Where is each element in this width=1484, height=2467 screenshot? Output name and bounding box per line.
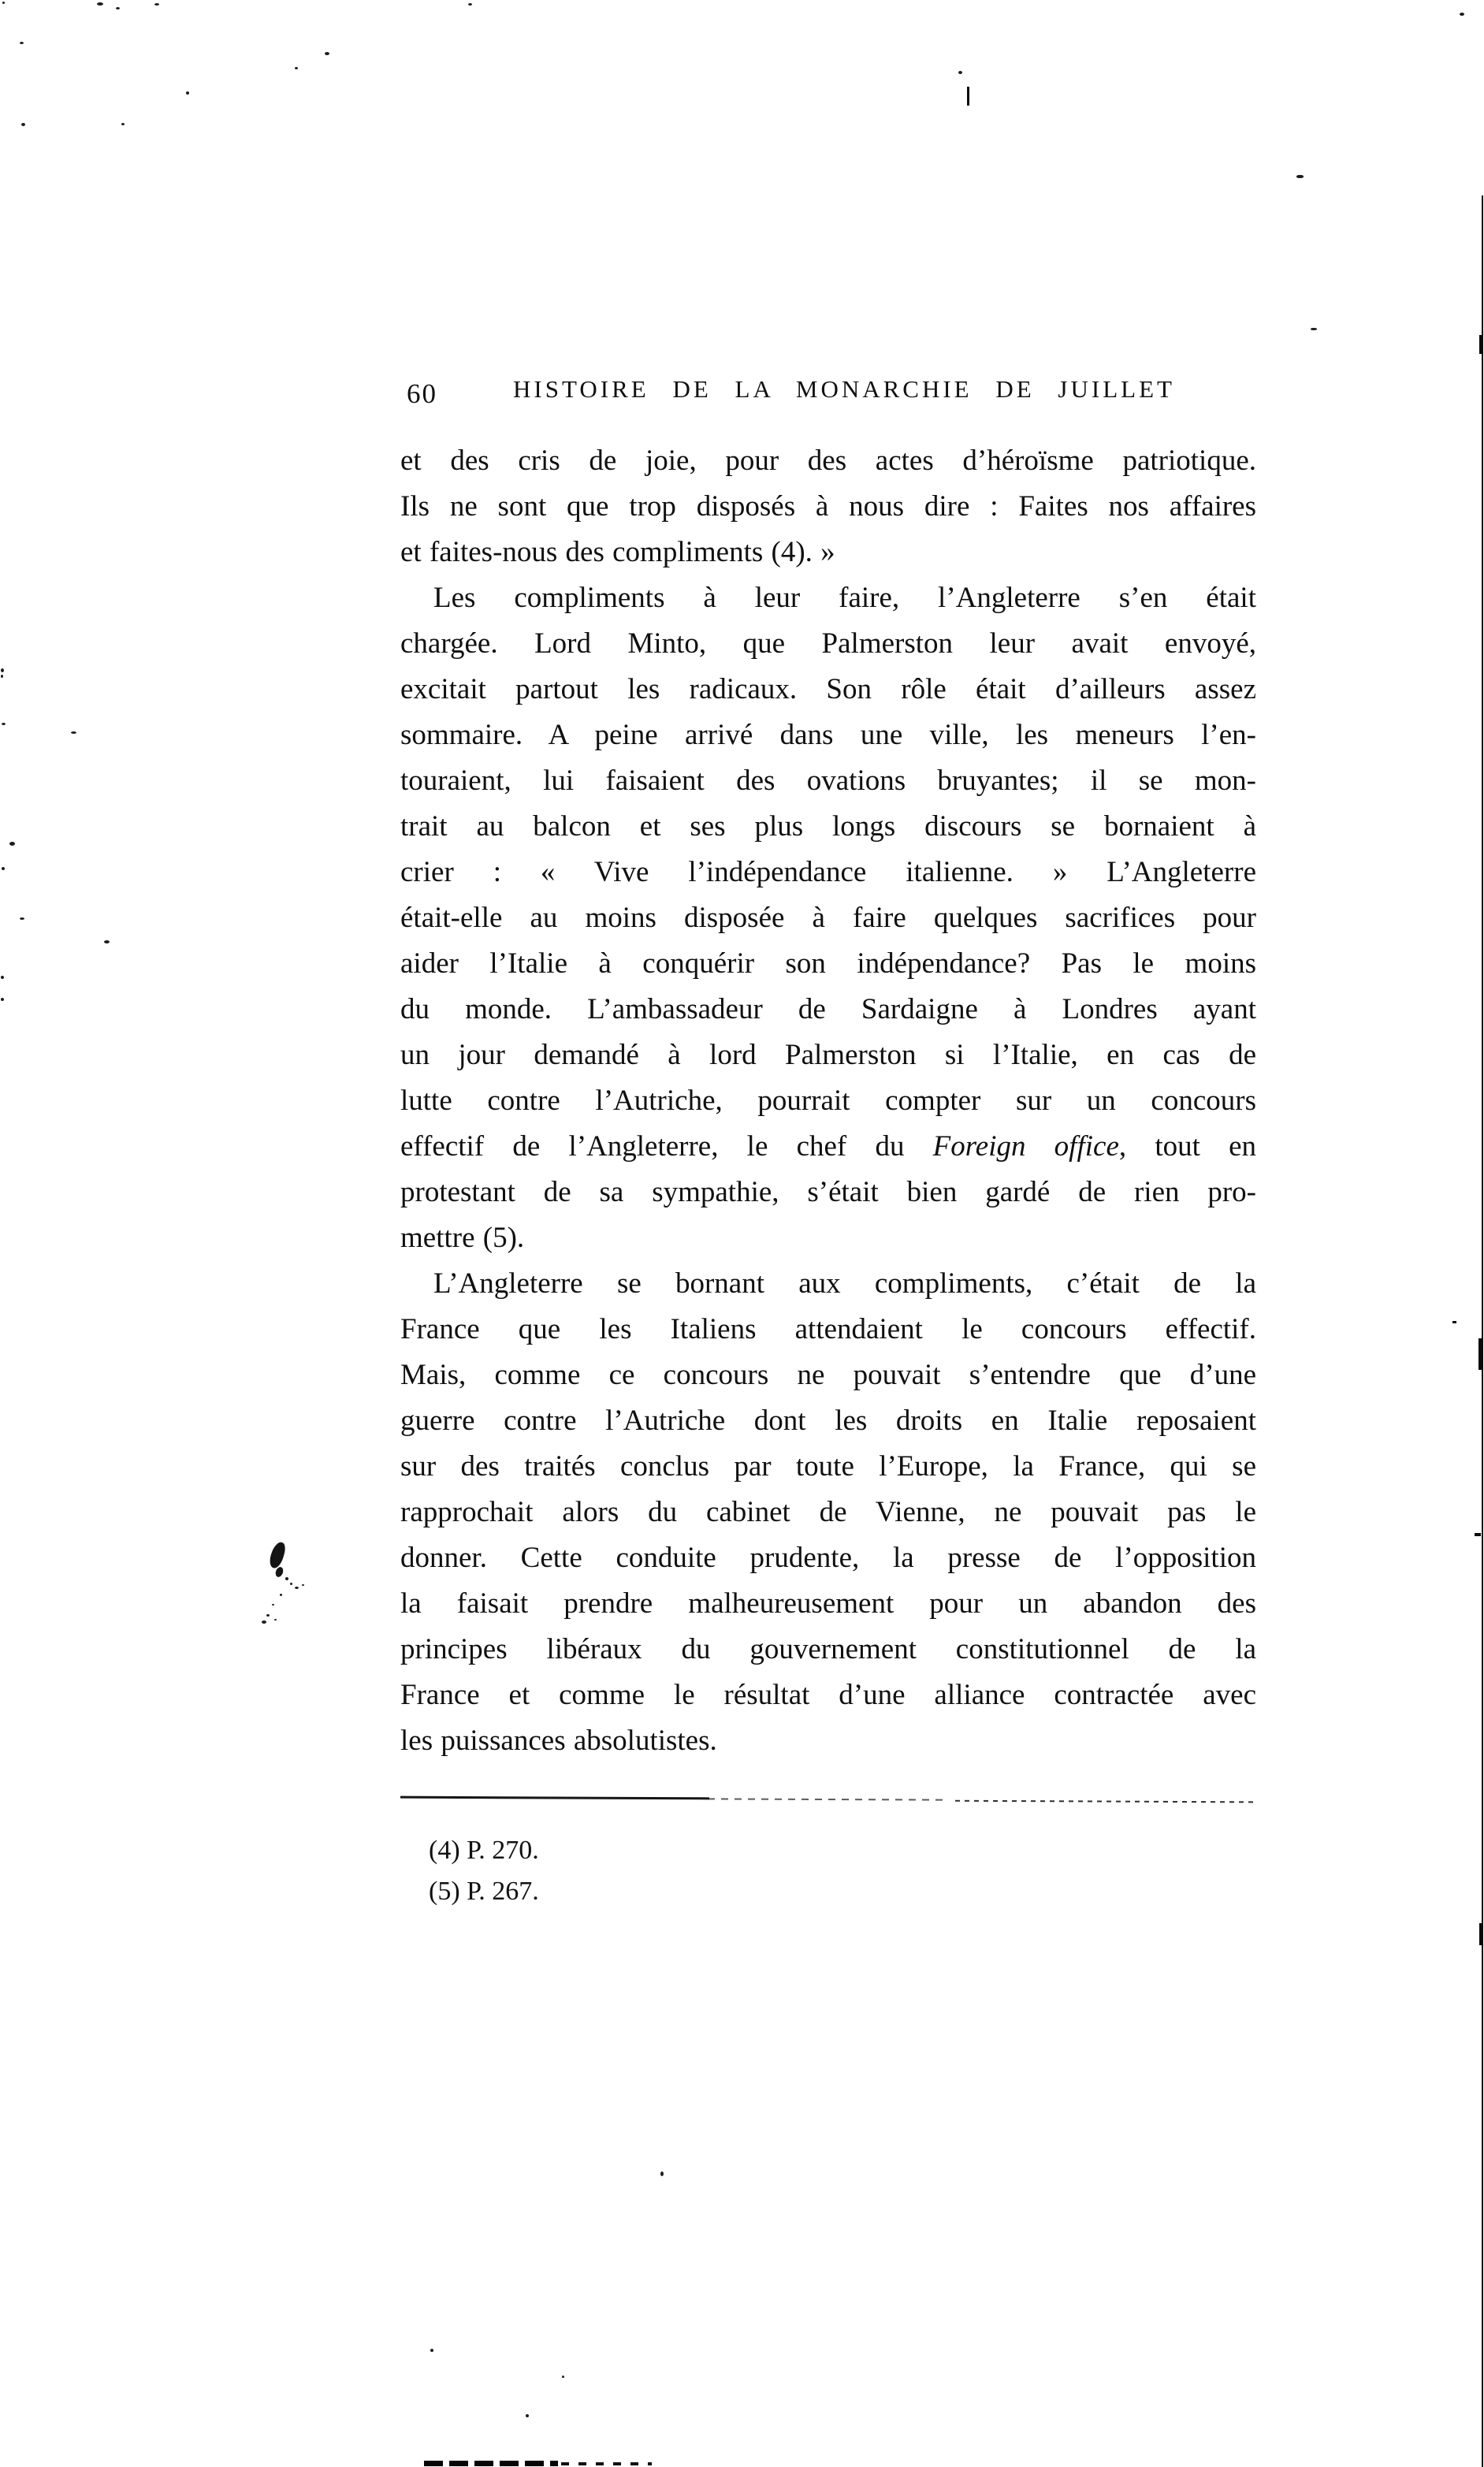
text-line: France et comme le résultat d’une alliance contractée avec [400,1679,1256,1711]
scan-edge-blip [1479,1923,1483,1945]
page-number: 60 [407,378,437,409]
footnote: (4) P. 270. [429,1836,539,1865]
text-line: excitait partout les radicaux. Son rôle était d’ailleurs assez [400,673,1256,705]
text-line: guerre contre l’Autriche dont les droits en Italie reposaient [400,1405,1256,1437]
text-line: crier : « Vive l’indépendance italienne. » L’Angleterre [400,856,1256,888]
text-line: trait au balcon et ses plus longs discours se bornaient à [400,810,1256,843]
text-line: principes libéraux du gouvernement constitutionnel de la [400,1633,1256,1665]
separator-segment [708,1798,944,1800]
text-line: mettre (5). [400,1222,525,1254]
scan-speck [1452,1321,1456,1323]
page-header [400,375,1256,411]
text-line: France que les Italiens attendaient le concours effectif. [400,1313,1256,1345]
text-line: et des cris de joie, pour des actes d’héroïsme patriotique. [400,445,1256,477]
text-line: Mais, comme ce concours ne pouvait s’entendre que d’une [400,1359,1256,1391]
text-line: Ils ne sont que trop disposés à nous dire : Faites nos affaires [400,490,1256,523]
scan-edge-line [1482,195,1483,2467]
text-line: les puissances absolutistes. [400,1725,717,1757]
scan-edge-blip [1475,1533,1481,1536]
scan-tick-mark [967,87,969,106]
footnotes-list [429,1830,539,1912]
scan-edge-blip [1479,335,1483,354]
page-bottom-edge [561,2462,652,2465]
text-line: Les compliments à leur faire, l’Angleterre s’en était [433,582,1256,614]
running-title: HISTOIRE DE LA MONARCHIE DE JUILLET [513,375,1175,403]
text-line: et faites-nous des compliments (4). » [400,536,835,568]
text-line: sur des traités conclus par toute l’Europe, la France, qui se [400,1450,1256,1483]
text-line: la faisait prendre malheureusement pour un abandon des [400,1587,1256,1620]
text-line: chargée. Lord Minto, que Palmerston leur avait envoyé, [400,627,1256,660]
separator-segment [400,1796,709,1800]
scan-edge-blip [1478,1338,1482,1370]
text-line: touraient, lui faisaient des ovations bruyantes; il se mon- [400,765,1256,797]
text-line: aider l’Italie à conquérir son indépendance? Pas le moins [400,947,1256,980]
text-line: sommaire. A peine arrivé dans une ville, les meneurs l’en- [400,719,1256,751]
ink-blot [268,1541,287,1570]
text-line: était-elle au moins disposée à faire quelques sacrifices pour [400,902,1256,934]
text-line: du monde. L’ambassadeur de Sardaigne à Londres ayant [400,993,1256,1025]
separator-segment [955,1800,1253,1803]
body-text [400,438,1256,1764]
text-line: lutte contre l’Autriche, pourrait compter sur un concours [400,1085,1256,1117]
text-line: un jour demandé à lord Palmerston si l’Italie, en cas de [400,1039,1256,1071]
text-line: effectif de l’Angleterre, le chef du Foreign office, tout en [400,1130,1257,1163]
page-bottom-edge [424,2461,558,2466]
text-line: rapprochait alors du cabinet de Vienne, ne pouvait pas le [400,1496,1256,1528]
text-line: L’Angleterre se bornant aux compliments, c’était de la [433,1267,1256,1300]
text-line: protestant de sa sympathie, s’était bien gardé de rien pro- [400,1176,1256,1208]
footnote-separator [400,1795,1252,1806]
footnote: (5) P. 267. [429,1877,539,1906]
text-line: donner. Cette conduite prudente, la presse de l’opposition [400,1542,1256,1574]
